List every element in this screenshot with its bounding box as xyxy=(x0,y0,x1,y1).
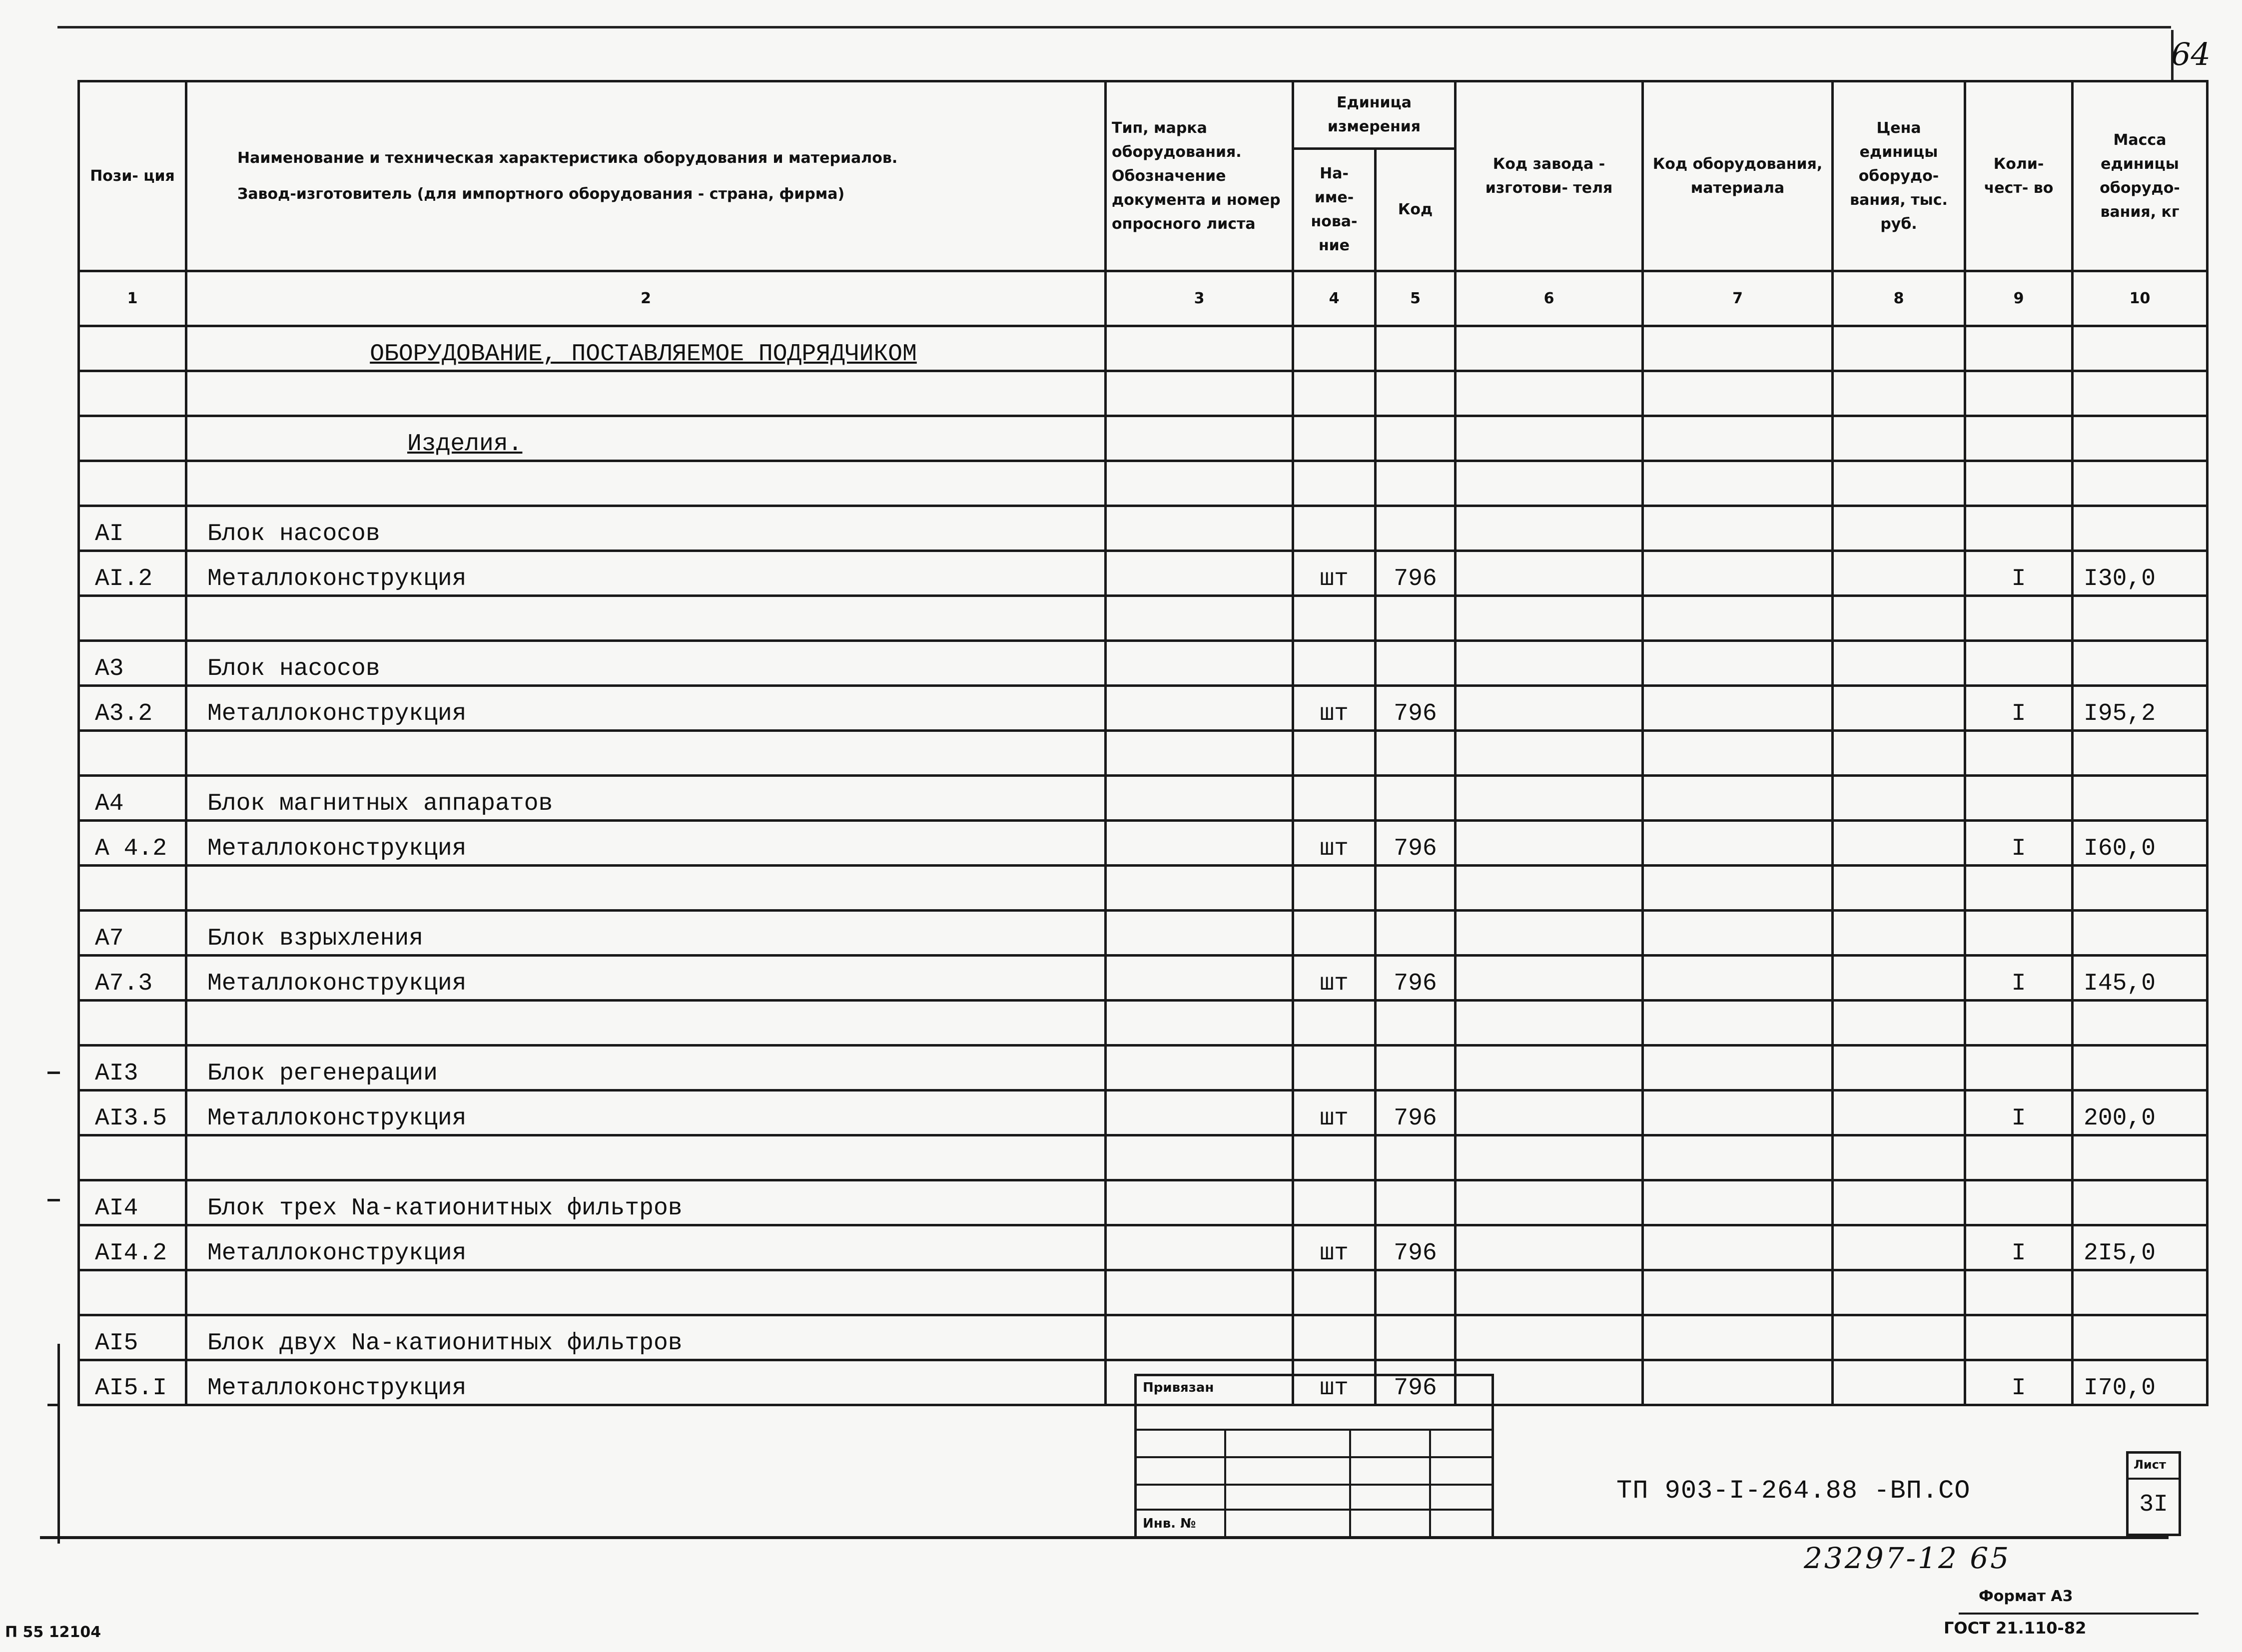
item-quantity xyxy=(1965,911,2073,956)
binding-stamp xyxy=(1134,1374,1494,1539)
item-factory-code xyxy=(1456,1091,1643,1135)
item-mass: I30,0 xyxy=(2073,551,2208,596)
item-price xyxy=(1833,641,1965,686)
section-row xyxy=(79,326,2208,371)
item-price xyxy=(1833,551,1965,596)
item-unit: шт xyxy=(1293,956,1376,1001)
item-mass: I60,0 xyxy=(2073,821,2208,866)
item-unit-code xyxy=(1376,776,1456,821)
item-quantity xyxy=(1965,776,2073,821)
item-type xyxy=(1106,956,1293,1001)
page-number: 64 xyxy=(2171,36,2211,72)
subsection-row xyxy=(79,416,2208,461)
header-factory-code: Код завода - изготови- теля xyxy=(1456,81,1643,271)
item-unit xyxy=(1293,641,1376,686)
blank-row xyxy=(79,1135,2208,1180)
column-number: 7 xyxy=(1643,271,1833,326)
item-mass xyxy=(2073,911,2208,956)
item-unit-code xyxy=(1376,1315,1456,1360)
top-border-line xyxy=(57,26,2171,28)
item-factory-code xyxy=(1456,1225,1643,1270)
item-quantity xyxy=(1965,506,2073,551)
column-number: 9 xyxy=(1965,271,2073,326)
item-name: Блок трех Na-катионитных фильтров xyxy=(186,1180,1106,1225)
item-unit-code xyxy=(1376,506,1456,551)
item-name: Блок взрыхления xyxy=(186,911,1106,956)
item-equipment-code xyxy=(1643,551,1833,596)
item-name: Блок магнитных аппаратов xyxy=(186,776,1106,821)
item-unit xyxy=(1293,506,1376,551)
item-unit xyxy=(1293,1180,1376,1225)
item-unit-code xyxy=(1376,1180,1456,1225)
footer-line xyxy=(40,1536,2169,1539)
header-price: Цена единицы оборудо- вания, тыс. руб. xyxy=(1833,81,1965,271)
item-unit-code: 796 xyxy=(1376,686,1456,731)
item-unit-code: 796 xyxy=(1376,1360,1456,1405)
item-equipment-code xyxy=(1643,1315,1833,1360)
item-name: Блок двух Na-катионитных фильтров xyxy=(186,1315,1106,1360)
item-type xyxy=(1106,1180,1293,1225)
header-unit-code: Код xyxy=(1376,149,1456,271)
item-factory-code xyxy=(1456,1046,1643,1091)
item-type xyxy=(1106,506,1293,551)
item-unit: шт xyxy=(1293,1091,1376,1135)
item-name: Металлоконструкция xyxy=(186,821,1106,866)
item-unit: шт xyxy=(1293,1360,1376,1405)
header-unit-name: На- име- нова- ние xyxy=(1293,149,1376,271)
item-unit-code: 796 xyxy=(1376,821,1456,866)
specification-table xyxy=(77,80,2209,1406)
gost-label: ГОСТ 21.110-82 xyxy=(1944,1619,2087,1638)
item-unit xyxy=(1293,911,1376,956)
item-position: A 4.2 xyxy=(79,821,186,866)
item-equipment-code xyxy=(1643,1046,1833,1091)
column-number: 4 xyxy=(1293,271,1376,326)
header-type: Тип, марка оборудования. Обозначение документа и номер опросного листа xyxy=(1106,81,1293,271)
table-row xyxy=(79,821,2208,866)
item-mass: I70,0 xyxy=(2073,1360,2208,1405)
item-equipment-code xyxy=(1643,1225,1833,1270)
item-unit-code: 796 xyxy=(1376,1091,1456,1135)
item-factory-code xyxy=(1456,776,1643,821)
format-label: Формат А3 xyxy=(1979,1588,2073,1605)
item-equipment-code xyxy=(1643,911,1833,956)
item-factory-code xyxy=(1456,641,1643,686)
item-unit-code xyxy=(1376,641,1456,686)
column-number: 10 xyxy=(2073,271,2208,326)
item-price xyxy=(1833,1225,1965,1270)
item-mass xyxy=(2073,506,2208,551)
item-factory-code xyxy=(1456,1315,1643,1360)
item-unit: шт xyxy=(1293,551,1376,596)
item-price xyxy=(1833,1091,1965,1135)
item-factory-code xyxy=(1456,911,1643,956)
item-type xyxy=(1106,776,1293,821)
item-position: AI5.I xyxy=(79,1360,186,1405)
item-type xyxy=(1106,686,1293,731)
item-position: AI.2 xyxy=(79,551,186,596)
section-title: ОБОРУДОВАНИЕ, ПОСТАВЛЯЕМОЕ ПОДРЯДЧИКОМ xyxy=(186,326,1106,371)
item-name: Металлоконструкция xyxy=(186,551,1106,596)
table-row xyxy=(79,1315,2208,1360)
item-mass: I45,0 xyxy=(2073,956,2208,1001)
item-name: Металлоконструкция xyxy=(186,1360,1106,1405)
table-row xyxy=(79,686,2208,731)
blank-row xyxy=(79,371,2208,416)
item-name: Металлоконструкция xyxy=(186,1225,1106,1270)
print-mark: П 55 12104 xyxy=(5,1624,101,1641)
item-mass xyxy=(2073,641,2208,686)
item-position: AI3.5 xyxy=(79,1091,186,1135)
sheet-label: Лист xyxy=(2134,1458,2166,1472)
item-equipment-code xyxy=(1643,686,1833,731)
margin-tick xyxy=(47,1072,60,1074)
item-unit xyxy=(1293,1046,1376,1091)
item-unit-code xyxy=(1376,911,1456,956)
item-price xyxy=(1833,911,1965,956)
item-unit-code xyxy=(1376,1046,1456,1091)
column-number: 2 xyxy=(186,271,1106,326)
item-mass xyxy=(2073,1180,2208,1225)
item-type xyxy=(1106,821,1293,866)
header-name-line1: Наименование и техническая характеристика оборудования и материалов. xyxy=(237,149,898,167)
header-equipment-code: Код оборудования, материала xyxy=(1643,81,1833,271)
item-quantity: I xyxy=(1965,551,2073,596)
item-factory-code xyxy=(1456,956,1643,1001)
item-unit xyxy=(1293,776,1376,821)
item-quantity: I xyxy=(1965,686,2073,731)
item-equipment-code xyxy=(1643,1180,1833,1225)
blank-row xyxy=(79,1001,2208,1046)
item-equipment-code xyxy=(1643,821,1833,866)
header-quantity: Коли- чест- во xyxy=(1965,81,2073,271)
item-factory-code xyxy=(1456,686,1643,731)
item-name: Блок насосов xyxy=(186,641,1106,686)
column-number-row xyxy=(79,271,2208,326)
document-code: ТП 903-I-264.88 -ВП.СО xyxy=(1616,1476,1971,1506)
column-number: 3 xyxy=(1106,271,1293,326)
item-factory-code xyxy=(1456,506,1643,551)
item-unit-code: 796 xyxy=(1376,1225,1456,1270)
item-quantity: I xyxy=(1965,1360,2073,1405)
item-price xyxy=(1833,1360,1965,1405)
header-name xyxy=(186,81,1106,271)
subsection-title: Изделия. xyxy=(186,416,1106,461)
item-price xyxy=(1833,686,1965,731)
item-unit: шт xyxy=(1293,1225,1376,1270)
item-unit-code: 796 xyxy=(1376,551,1456,596)
item-type xyxy=(1106,1091,1293,1135)
item-position: A3.2 xyxy=(79,686,186,731)
item-equipment-code xyxy=(1643,641,1833,686)
item-position: AI xyxy=(79,506,186,551)
item-quantity: I xyxy=(1965,1091,2073,1135)
item-mass: 200,0 xyxy=(2073,1091,2208,1135)
item-equipment-code xyxy=(1643,956,1833,1001)
item-price xyxy=(1833,1180,1965,1225)
item-mass: I95,2 xyxy=(2073,686,2208,731)
item-type xyxy=(1106,641,1293,686)
item-name: Металлоконструкция xyxy=(186,1091,1106,1135)
stamp-inventory-label: Инв. № xyxy=(1143,1516,1196,1531)
item-quantity xyxy=(1965,1180,2073,1225)
item-factory-code xyxy=(1456,1180,1643,1225)
sheet-number: 3I xyxy=(2139,1491,2168,1518)
item-mass xyxy=(2073,1315,2208,1360)
item-quantity: I xyxy=(1965,821,2073,866)
item-equipment-code xyxy=(1643,776,1833,821)
item-position: A4 xyxy=(79,776,186,821)
item-factory-code xyxy=(1456,551,1643,596)
item-type xyxy=(1106,551,1293,596)
item-quantity xyxy=(1965,1315,2073,1360)
table-row xyxy=(79,1225,2208,1270)
table-row xyxy=(79,506,2208,551)
column-number: 1 xyxy=(79,271,186,326)
margin-tick xyxy=(47,1199,60,1201)
item-position: A7 xyxy=(79,911,186,956)
column-number: 6 xyxy=(1456,271,1643,326)
item-position: AI5 xyxy=(79,1315,186,1360)
item-price xyxy=(1833,1315,1965,1360)
header-position: Пози- ция xyxy=(79,81,186,271)
item-type xyxy=(1106,1315,1293,1360)
item-unit: шт xyxy=(1293,821,1376,866)
item-unit-code: 796 xyxy=(1376,956,1456,1001)
blank-row xyxy=(79,1270,2208,1315)
margin-tick xyxy=(47,1404,60,1406)
item-equipment-code xyxy=(1643,506,1833,551)
item-quantity xyxy=(1965,641,2073,686)
blank-row xyxy=(79,866,2208,911)
item-position: AI4.2 xyxy=(79,1225,186,1270)
table-row xyxy=(79,641,2208,686)
item-quantity: I xyxy=(1965,1225,2073,1270)
item-type xyxy=(1106,1225,1293,1270)
table-row xyxy=(79,911,2208,956)
blank-row xyxy=(79,596,2208,641)
table-row xyxy=(79,551,2208,596)
item-position: A3 xyxy=(79,641,186,686)
table-row xyxy=(79,1046,2208,1091)
header-name-line2: Завод-изготовитель (для импортного оборудования - страна, фирма) xyxy=(237,185,845,203)
item-mass xyxy=(2073,1046,2208,1091)
blank-row xyxy=(79,731,2208,776)
column-number: 8 xyxy=(1833,271,1965,326)
item-price xyxy=(1833,1046,1965,1091)
column-number: 5 xyxy=(1376,271,1456,326)
item-unit: шт xyxy=(1293,686,1376,731)
item-price xyxy=(1833,956,1965,1001)
item-name: Блок регенерации xyxy=(186,1046,1106,1091)
item-equipment-code xyxy=(1643,1091,1833,1135)
table-row xyxy=(79,956,2208,1001)
item-equipment-code xyxy=(1643,1360,1833,1405)
table-row xyxy=(79,1180,2208,1225)
item-mass xyxy=(2073,776,2208,821)
item-name: Металлоконструкция xyxy=(186,686,1106,731)
item-name: Блок насосов xyxy=(186,506,1106,551)
table-row xyxy=(79,776,2208,821)
item-mass: 2I5,0 xyxy=(2073,1225,2208,1270)
item-position: AI4 xyxy=(79,1180,186,1225)
item-type xyxy=(1106,911,1293,956)
item-unit xyxy=(1293,1315,1376,1360)
item-position: AI3 xyxy=(79,1046,186,1091)
left-frame-line xyxy=(57,1344,61,1544)
header-row xyxy=(79,81,2208,149)
header-mass: Масса единицы оборудо- вания, кг xyxy=(2073,81,2208,271)
blank-row xyxy=(79,461,2208,506)
item-type xyxy=(1106,1046,1293,1091)
item-price xyxy=(1833,506,1965,551)
sheet-box xyxy=(2126,1451,2181,1536)
stamp-title: Привязан xyxy=(1143,1380,1214,1395)
item-quantity xyxy=(1965,1046,2073,1091)
item-price xyxy=(1833,776,1965,821)
item-factory-code xyxy=(1456,821,1643,866)
item-quantity: I xyxy=(1965,956,2073,1001)
item-price xyxy=(1833,821,1965,866)
item-position: A7.3 xyxy=(79,956,186,1001)
bottom-line xyxy=(1959,1613,2199,1615)
table-row xyxy=(79,1091,2208,1135)
item-name: Металлоконструкция xyxy=(186,956,1106,1001)
header-unit-group: Единица измерения xyxy=(1293,81,1456,149)
archive-number: 23297-12 65 xyxy=(1804,1541,2011,1575)
